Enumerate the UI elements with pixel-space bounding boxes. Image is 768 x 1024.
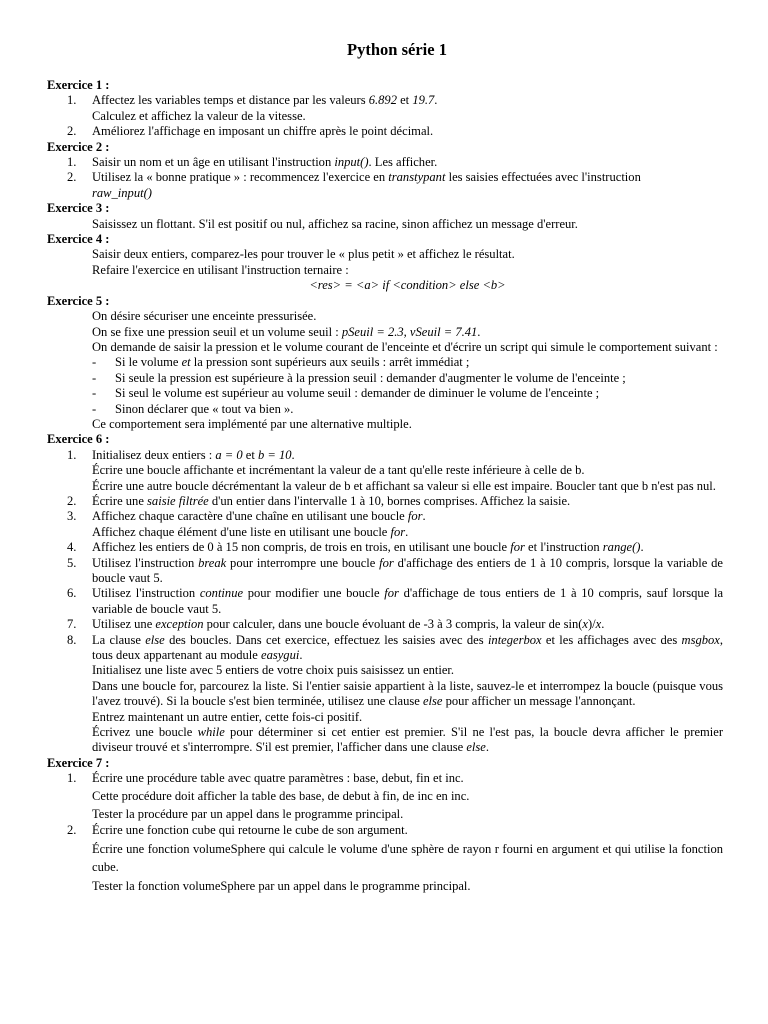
item-text: Écrire une autre boucle décrémentant la valeur de b et affichant sa valeur si elle est impaire. Boucler tant que b n'est pas nul. — [92, 478, 716, 493]
exercise-text: Refaire l'exercice en utilisant l'instruction ternaire : — [92, 262, 349, 277]
item-text: Entrez maintenant un autre entier, cette fois-ci positif. — [92, 709, 363, 724]
dash-item: - Si le volume et la pression sont supérieurs aux seuils : arrêt immédiat ; — [92, 355, 470, 370]
item-text: Affichez les entiers de 0 à 15 non compris, de trois en trois, en utilisant une boucle for et l'instruction range(). — [92, 540, 644, 555]
page-title: Python série 1 — [347, 40, 447, 59]
item-text: Écrire une fonction volumeSphere qui calcule le volume d'une sphère de rayon r fourni en argument et qui utilise la fonction cube. — [92, 842, 723, 875]
list-item — [47, 155, 723, 170]
dash-item: - Si seule la pression est supérieure à la pression seuil : demander d'augmenter le volume de l'enceinte ; — [92, 370, 626, 385]
exercise-text: On demande de saisir la pression et le volume courant de l'enceinte et d'écrire un script qui simule le comportement suivant : — [92, 339, 718, 354]
exercise-heading: Exercice 5 : — [47, 293, 110, 308]
item-text: Utilisez l'instruction break pour interrompre une boucle for d'affichage des entiers de 1 à 10 compris, lorsque la variable de boucle vaut 5. — [92, 555, 723, 585]
item-number: 8. — [67, 632, 77, 647]
exercise-heading: Exercice 4 : — [47, 232, 110, 247]
item-text: Écrire une saisie filtrée d'un entier dans l'intervalle 1 à 10, bornes comprises. Affichez la saisie. — [92, 493, 571, 508]
item-text: Améliorez l'affichage en imposant un chiffre après le point décimal. — [92, 124, 434, 139]
exercise-text: On se fixe une pression seuil et un volume seuil : pSeuil = 2.3, vSeuil = 7.41. — [92, 324, 481, 339]
list-item — [47, 771, 723, 822]
exercise-5 — [47, 294, 723, 433]
item-number: 2. — [67, 170, 77, 185]
item-text: Calculez et affichez la valeur de la vitesse. — [92, 108, 306, 123]
list-item — [47, 93, 723, 124]
list-item — [47, 556, 723, 587]
item-number: 3. — [67, 509, 77, 524]
list-item — [47, 540, 723, 555]
item-text: Utilisez la « bonne pratique » : recommencez l'exercice en transtypant les saisies effectuées avec l'instruction raw_input() — [92, 170, 641, 200]
exercise-3 — [47, 201, 723, 232]
item-number: 4. — [67, 540, 77, 555]
item-number: 5. — [67, 555, 77, 570]
list-item — [47, 617, 723, 632]
exercise-7 — [47, 756, 723, 894]
item-text: Initialisez une liste avec 5 entiers de votre choix puis saisissez un entier. — [92, 663, 455, 678]
item-text: Saisir un nom et un âge en utilisant l'instruction input(). Les afficher. — [92, 155, 438, 170]
item-number: 7. — [67, 617, 77, 632]
item-text: Écrivez une boucle while pour déterminer si cet entier est premier. S'il ne l'est pas, la boucle devra afficher le premier diviseur trouvé et s'interrompre. S'il est premier, l'afficher dans une clause else. — [92, 725, 724, 755]
exercise-6 — [47, 432, 723, 756]
item-number: 2. — [67, 493, 77, 508]
exercise-4 — [47, 232, 723, 294]
item-text: Utilisez une exception pour calculer, dans une boucle évoluant de -3 à 3 compris, la valeur de sin(x)/x. — [92, 617, 605, 632]
item-text: Affectez les variables temps et distance par les valeurs 6.892 et 19.7. — [92, 93, 438, 108]
list-item — [47, 124, 723, 139]
item-text: Affichez chaque caractère d'une chaîne en utilisant une boucle for. — [92, 509, 426, 524]
item-number: 6. — [67, 586, 77, 601]
list-item — [47, 448, 723, 494]
exercise-heading: Exercice 1 : — [47, 78, 110, 92]
list-item — [47, 170, 723, 201]
dash-item: - Si seul le volume est supérieur au volume seuil : demander de diminuer le volume de l'enceinte ; — [92, 386, 600, 401]
item-number: 1. — [67, 447, 77, 462]
list-item — [47, 586, 723, 617]
ternary-syntax: <res> = <a> if <condition> else <b> — [309, 278, 506, 293]
item-text: Utilisez l'instruction continue pour modifier une boucle for d'affichage de tous entiers de 1 à 10 compris, sauf lorsque la variable de boucle vaut 5. — [92, 586, 724, 616]
item-text: Écrire une boucle affichante et incrémentant la valeur de a tant qu'elle reste inférieure à celle de b. — [92, 463, 585, 478]
item-number: 2. — [67, 124, 77, 139]
item-text: Initialisez deux entiers : a = 0 et b = 10. — [92, 447, 295, 462]
list-item — [47, 823, 723, 895]
exercise-text: Saisissez un flottant. S'il est positif ou nul, affichez sa racine, sinon affichez un message d'erreur. — [92, 216, 578, 231]
item-text: Tester la fonction volumeSphere par un appel dans le programme principal. — [92, 878, 471, 893]
exercise-heading: Exercice 3 : — [47, 201, 110, 216]
exercise-heading: Exercice 7 : — [47, 755, 110, 770]
dash-item: - Sinon déclarer que « tout va bien ». — [92, 401, 294, 416]
item-text: Affichez chaque élément d'une liste en utilisant une boucle for. — [92, 524, 409, 539]
item-number: 1. — [67, 771, 77, 786]
exercise-text: Ce comportement sera implémenté par une alternative multiple. — [92, 416, 412, 431]
exercise-heading: Exercice 6 : — [47, 432, 110, 447]
exercise-heading: Exercice 2 : — [47, 139, 110, 154]
item-text: Tester la procédure par un appel dans le programme principal. — [92, 807, 404, 822]
exercise-text: On désire sécuriser une enceinte pressurisée. — [92, 309, 317, 324]
item-text: Écrire une procédure table avec quatre paramètres : base, debut, fin et inc. — [92, 771, 464, 786]
item-text: Dans une boucle for, parcourez la liste. Si l'entier saisie appartient à la liste, sauvez-le et interrompez la boucle (puisque vous l'avez trouvé). Si la boucle s'est bien terminée, utilisez une clause else pour afficher un message l'annonçant. — [92, 678, 723, 709]
document-page — [47, 40, 723, 894]
item-text: Écrire une fonction cube qui retourne le cube de son argument. — [92, 822, 408, 837]
item-text: Cette procédure doit afficher la table des base, de debut à fin, de inc en inc. — [92, 789, 470, 804]
item-number: 1. — [67, 155, 77, 170]
item-number: 1. — [67, 93, 77, 108]
exercise-text: Saisir deux entiers, comparez-les pour trouver le « plus petit » et affichez le résultat. — [92, 247, 515, 262]
exercise-1 — [47, 78, 723, 140]
list-item — [47, 509, 723, 540]
item-text: La clause else des boucles. Dans cet exercice, effectuez les saisies avec des integerbox et les affichages avec des msgbox, tous deux appartenant au module easygui. — [92, 632, 724, 663]
item-number: 2. — [67, 822, 77, 837]
exercise-2 — [47, 140, 723, 202]
list-item — [47, 494, 723, 509]
list-item — [47, 633, 723, 756]
